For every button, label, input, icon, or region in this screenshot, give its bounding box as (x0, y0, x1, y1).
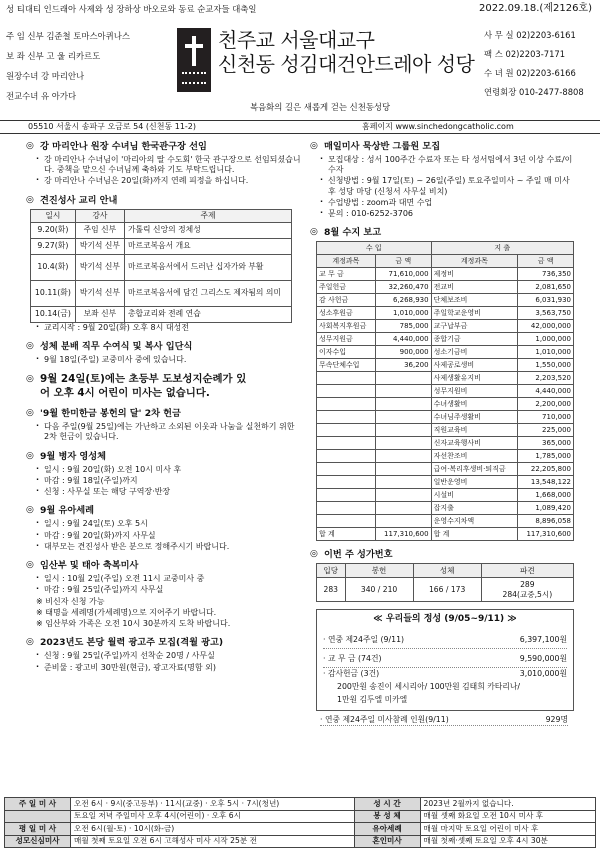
table-header: 지 출 (431, 242, 573, 255)
list-item: · 신청 : 사무실 또는 해당 구역장·반장 (36, 487, 302, 497)
table-cell: 종합기금 (431, 333, 518, 346)
church-name (218, 28, 475, 76)
notice-title: '9월 한미한금 봉헌의 달' 2차 헌금 (40, 408, 181, 420)
table-cell: 32,260,470 (375, 281, 431, 294)
schedule-value: 토요일 저녁 주일미사 오후 4시(어린이) · 오후 6시 (71, 810, 355, 823)
table-cell: 2,081,650 (518, 281, 574, 294)
note: ※ 임산부와 가족은 오전 10시 30분까지 도착 바랍니다. (36, 619, 231, 629)
table-cell: 36,200 (375, 359, 431, 372)
bullet-icon: ◎ (26, 374, 34, 385)
table-cell: 일반운영비 (431, 476, 518, 489)
table-cell: 주일학교운영비 (431, 307, 518, 320)
schedule-value: 오전 6시 · 9시(중고등부) · 11시(교중) · 오후 5시 · 7시(청년) (71, 798, 355, 811)
notice-pregnancy-mass (26, 559, 302, 629)
bullet-icon: ◎ (26, 194, 34, 205)
table-cell (375, 424, 431, 437)
table-cell: 마르코복음서에 담긴 그리스도 제자됨의 의미 (124, 280, 291, 306)
table-header: 파견 (481, 564, 573, 578)
table-cell: 22,205,800 (518, 463, 574, 476)
table-cell (375, 450, 431, 463)
table-cell: 2,203,520 (518, 372, 574, 385)
list-item: · 9월 18일(주일) 교중미사 중에 있습니다. (36, 355, 302, 365)
schedule-value: 매월 첫째·셋째 토요일 오후 4시 30분 (420, 835, 595, 848)
contact-list (484, 26, 584, 102)
notice-meditation-group (310, 140, 580, 219)
attendance-label: · 연중 제24주일 미사참례 인원(9/11) (320, 714, 449, 724)
table-cell: 직원교육비 (431, 424, 518, 437)
bullet-icon: ◎ (26, 505, 34, 516)
staff-pastor: 주 임 신부 김준철 토마스아퀴나스 (6, 31, 130, 41)
table-cell: 736,350 (518, 268, 574, 281)
church-motto: 복음화의 길은 새롭게 걷는 신천동성당 (250, 102, 391, 112)
table-header: 일시 (31, 209, 76, 222)
table-cell: 감 사헌금 (317, 294, 376, 307)
header (0, 22, 600, 118)
table-row (317, 307, 574, 320)
notice-title: 9월 유아세례 (40, 505, 94, 517)
table-cell: 10.4(화) (31, 254, 76, 280)
table-cell: 1,010,000 (518, 346, 574, 359)
issue-date: 2022.09.18.(제2126호) (478, 3, 592, 14)
list-item: · 수업방법 : zoom과 대면 수업 (320, 198, 580, 208)
list-item: · 준비물 : 광고비 30만원(현금), 광고자료(명함 외) (36, 663, 302, 673)
address-bar (0, 120, 600, 134)
table-cell: 무속단체수입 (317, 359, 376, 372)
offering-label: · 교 무 금 (74건) (323, 653, 382, 663)
hymn-table (316, 563, 574, 602)
notice-second-collection (26, 407, 302, 442)
table-cell: 박기석 신부 (75, 280, 124, 306)
notice-pilgrimage (26, 372, 302, 400)
table-cell (317, 502, 376, 515)
table-cell: 8,896,058 (518, 515, 574, 528)
cross-icon (185, 36, 203, 66)
offering-amount: 9,590,000원 (519, 653, 567, 663)
table-row (317, 385, 574, 398)
table-row (317, 411, 574, 424)
table-row (31, 254, 292, 280)
table-cell: 주임 신부 (75, 222, 124, 238)
contact-office: 사 무 실 02)2203-6161 (484, 30, 576, 40)
list-item: · 대부모는 견진성사 받은 분으로 정해주시기 바랍니다. (36, 542, 302, 552)
contact-fax: 팩 스 02)2203-7171 (484, 49, 566, 59)
list-item: · 강 마리안나 수녀님은 20일(화)까지 연례 피정을 하십니다. (36, 176, 302, 186)
table-cell: 365,000 (518, 437, 574, 450)
offering-donors: 200만원 송진이 세시리아/ 100만원 김태희 카타리나/ (337, 681, 520, 691)
table-cell (317, 515, 376, 528)
notice-title: 매일미사 묵상반 그룹원 모집 (324, 141, 441, 152)
schedule-key: 성 시 간 (354, 798, 420, 811)
schedule-value: 매월 첫째 토요일 오전 6시 고해성사 미사 시작 25분 전 (71, 835, 355, 848)
table-cell: 교 무 금 (317, 268, 376, 281)
table-cell (375, 515, 431, 528)
table-cell (317, 424, 376, 437)
table-row (317, 281, 574, 294)
table-cell: 운영수지차액 (431, 515, 518, 528)
notice-hymn-numbers (310, 548, 580, 602)
note: ※ 태명을 세례명(가세례명)으로 지어주기 바랍니다. (36, 608, 217, 618)
table-header: 금 액 (375, 255, 431, 268)
table-cell: 1,010,000 (375, 307, 431, 320)
table-cell (317, 450, 376, 463)
schedule-value: 2023년 2월까지 없습니다. (420, 798, 595, 811)
table-cell (317, 463, 376, 476)
table-cell: 900,000 (375, 346, 431, 359)
total-label: 합 계 (431, 528, 518, 541)
schedule-row (5, 835, 596, 848)
table-cell: 9.20(화) (31, 222, 76, 238)
list-item: · 강 마리안나 수녀님이 '마리아의 딸 수도회' 한국 관구장으로 선임되셨습니다. 중책을 맡으신 수녀님께 축하와 기도 부탁드립니다. (36, 155, 302, 175)
website-link[interactable]: 홈페이지 www.sinchedongcatholic.com (362, 122, 514, 131)
offering-amount: 6,397,100원 (519, 634, 567, 644)
table-row (317, 515, 574, 528)
logo-pattern (182, 72, 206, 84)
table-cell: 10.11(화) (31, 280, 76, 306)
table-cell: 주일헌금 (317, 281, 376, 294)
notice-title-line2: 어 오후 4시 어린이 미사는 없습니다. (40, 387, 210, 400)
table-cell (317, 437, 376, 450)
table-row (31, 222, 292, 238)
notice-superior (26, 140, 302, 187)
note: ※ 비신자 신청 가능 (36, 597, 105, 607)
table-cell: 수녀님주생활비 (431, 411, 518, 424)
table-cell: 이자수입 (317, 346, 376, 359)
list-item: · 다음 주일(9월 25일)에는 가난하고 소외된 이웃과 나눔을 실천하기 위한 2차 헌금이 있습니다. (36, 422, 302, 442)
table-row (317, 489, 574, 502)
staff-superior: 원장수녀 강 마리안나 (6, 71, 85, 81)
list-item: · 마감 : 9월 20일(화)까지 사무실 (36, 531, 302, 541)
table-cell (375, 437, 431, 450)
schedule-row (5, 798, 596, 811)
table-cell (375, 398, 431, 411)
table-cell: 마르코복음서 개요 (124, 238, 291, 254)
staff-assistant: 보 좌 신부 고 울 리카르도 (6, 51, 101, 61)
table-cell (375, 463, 431, 476)
staff-sister: 전교수녀 유 아가다 (6, 91, 77, 101)
table-header: 입당 (317, 564, 346, 578)
attendance-row (320, 715, 568, 726)
bullet-icon: ◎ (310, 141, 318, 151)
notice-title: 견진성사 교리 안내 (40, 194, 118, 206)
table-row (31, 306, 292, 322)
table-cell (375, 502, 431, 515)
table-cell: 성무지원비 (431, 385, 518, 398)
table-cell: 성소기금비 (431, 346, 518, 359)
schedule-value: 매월 셋째 화요일 오전 10시 미사 후 (420, 810, 595, 823)
top-line (0, 0, 600, 20)
table-cell (317, 411, 376, 424)
table-cell (317, 489, 376, 502)
table-row (317, 294, 574, 307)
schedule-row (5, 823, 596, 836)
table-cell: 1,000,000 (518, 333, 574, 346)
table-cell: 단체보조비 (431, 294, 518, 307)
offering-row (323, 649, 567, 668)
table-cell (375, 476, 431, 489)
offering-row (323, 668, 567, 680)
table-row (317, 346, 574, 359)
table-cell (375, 385, 431, 398)
list-item: · 교리시작 : 9월 20일(화) 오후 8시 대성전 (36, 323, 302, 333)
schedule-row (5, 810, 596, 823)
feast-title: 성 티대티 인드래아 사제와 성 장하상 바오로와 동료 순교자들 대축일 (6, 4, 257, 14)
table-cell: 2,200,000 (518, 398, 574, 411)
list-item: · 마감 : 9월 18일(주일)까지 (36, 476, 302, 486)
notice-confirmation (26, 194, 302, 333)
table-cell: 1,668,000 (518, 489, 574, 502)
bullet-icon: ◎ (26, 560, 34, 571)
table-header: 금 액 (518, 255, 574, 268)
notice-calendar-ads (26, 636, 302, 672)
list-item: · 마감 : 9월 25일(주일)까지 사무실 (36, 585, 302, 595)
table-cell: 성소후원금 (317, 307, 376, 320)
attendance-value: 929명 (545, 714, 568, 724)
table-cell: 마르코복음서에서 드러난 십자가와 부활 (124, 254, 291, 280)
confirmation-table (30, 209, 292, 323)
left-column (26, 140, 302, 680)
table-cell (375, 489, 431, 502)
offerings-title: ≪ 우리들의 정성 (9/05~9/11) ≫ (373, 614, 517, 625)
table-row (317, 502, 574, 515)
schedule-key: 봉 성 체 (354, 810, 420, 823)
schedule-value: 오전 6시(월-토) · 10시(화-금) (71, 823, 355, 836)
contact-convent: 수 녀 원 02)2203-6166 (484, 68, 576, 78)
table-cell (375, 411, 431, 424)
offering-label: · 연중 제24주일 (9/11) (323, 634, 405, 644)
table-cell (317, 372, 376, 385)
table-cell: 사제공로생비 (431, 359, 518, 372)
notice-title: 성체 분배 직무 수여식 및 복사 입단식 (40, 340, 193, 352)
bullet-icon: ◎ (26, 340, 34, 351)
notice-title: 9월 24일(토)에는 초등부 도보성지순례가 있 (40, 373, 247, 386)
finance-table (316, 241, 574, 541)
table-cell: 340 / 210 (345, 578, 413, 602)
table-cell: 4,440,000 (518, 385, 574, 398)
contact-funeral: 연령회장 010-2477-8808 (484, 87, 584, 97)
notice-title: 임산부 및 태아 축복미사 (40, 560, 139, 572)
notice-title: 이번 주 성가번호 (324, 549, 393, 561)
table-header: 봉헌 (345, 564, 413, 578)
table-cell: 사회복지후원금 (317, 320, 376, 333)
table-cell: 총합교리와 전례 연습 (124, 306, 291, 322)
schedule-key: 혼인미사 (354, 835, 420, 848)
list-item: · 일시 : 9월 24일(토) 오후 5시 (36, 519, 302, 529)
table-cell: 71,610,000 (375, 268, 431, 281)
table-header: 주제 (124, 209, 291, 222)
bullet-icon: ◎ (26, 450, 34, 461)
list-item: · 문의 : 010-6252-3706 (320, 209, 580, 219)
schedule-key: 평 일 미 사 (5, 823, 71, 836)
schedule-key: 유아세례 (354, 823, 420, 836)
church-logo (177, 28, 211, 92)
table-cell: 수녀생활비 (431, 398, 518, 411)
notice-title: 8월 수지 보고 (324, 227, 382, 239)
mass-schedule-table (4, 797, 596, 848)
schedule-key: 성모신심미사 (5, 835, 71, 848)
notice-title: 9월 병자 영성체 (40, 450, 107, 462)
bullet-icon: ◎ (310, 549, 318, 560)
notice-finance-report (310, 226, 580, 541)
table-cell: 42,000,000 (518, 320, 574, 333)
list-item: · 일시 : 10월 2일(주일) 오전 11시 교중미사 중 (36, 574, 302, 584)
table-row (317, 424, 574, 437)
offering-row (323, 630, 567, 649)
offering-donors: 1만원 김두엘 미카엘 (337, 694, 408, 704)
table-cell: 785,000 (375, 320, 431, 333)
table-cell: 급여·복리후생비·퇴직금 (431, 463, 518, 476)
table-header: 수 입 (317, 242, 432, 255)
staff-list (6, 26, 156, 106)
table-cell: 자선찬조비 (431, 450, 518, 463)
table-row (317, 398, 574, 411)
table-cell: 신자교육행사비 (431, 437, 518, 450)
list-item: · 일시 : 9월 20일(화) 오전 10시 미사 후 (36, 465, 302, 475)
table-cell: 225,000 (518, 424, 574, 437)
table-total-row (317, 528, 574, 541)
table-cell: 3,563,750 (518, 307, 574, 320)
table-cell: 13,548,122 (518, 476, 574, 489)
table-row (317, 268, 574, 281)
church-title: 신천동 성김대건안드레아 성당 (218, 52, 475, 76)
bullet-icon: ◎ (310, 227, 318, 238)
schedule-key (5, 810, 71, 823)
table-header: 계정과목 (431, 255, 518, 268)
offerings-box (316, 609, 574, 711)
table-cell: 710,000 (518, 411, 574, 424)
table-cell: 시설비 (431, 489, 518, 502)
table-cell: 1,089,420 (518, 502, 574, 515)
bullet-icon: ◎ (26, 408, 34, 419)
table-row (317, 437, 574, 450)
total-label: 합 계 (317, 528, 376, 541)
table-row (317, 333, 574, 346)
table-cell: 박기석 신부 (75, 238, 124, 254)
table-row (317, 476, 574, 489)
table-cell: 1,550,000 (518, 359, 574, 372)
table-cell: 제정비 (431, 268, 518, 281)
bullet-icon: ◎ (26, 637, 34, 648)
notice-title: 2023년도 본당 월력 광고주 모집(격월 광고) (40, 637, 224, 649)
schedule-value: 매월 마지막 토요일 어린이 미사 후 (420, 823, 595, 836)
offering-amount: 3,010,000원 (519, 668, 567, 678)
address: 05510 서울시 송파구 오금로 54 (신천동 11-2) (28, 122, 197, 131)
church-diocese: 천주교 서울대교구 (218, 28, 375, 52)
list-item: · 신청방법 : 9월 17일(토) ~ 26일(주일) 토요주일미사 ~ 주일 매 미사 후 성당 마당 (신청서 사무실 비치) (320, 176, 580, 196)
table-cell (375, 372, 431, 385)
list-item: · 모집대상 : 성서 100주간 수료자 또는 타 성서팀에서 3년 이상 수료/이수자 (320, 155, 580, 175)
offering-label: · 감사헌금 (3건) (323, 668, 380, 678)
list-item: · 신청 : 9월 25일(주일)까지 선착순 20명 / 사무실 (36, 651, 302, 661)
table-cell: 6,268,930 (375, 294, 431, 307)
table-cell (317, 398, 376, 411)
table-row (317, 463, 574, 476)
table-row (317, 320, 574, 333)
bullet-icon: ◎ (26, 141, 34, 151)
table-cell: 9.27(화) (31, 238, 76, 254)
table-cell: 6,031,930 (518, 294, 574, 307)
table-cell: 교구납부금 (431, 320, 518, 333)
table-cell: 성무지원금 (317, 333, 376, 346)
table-row (317, 578, 574, 602)
table-cell: 가톨릭 신앙의 정체성 (124, 222, 291, 238)
table-row (31, 280, 292, 306)
table-row (317, 450, 574, 463)
table-cell: 283 (317, 578, 346, 602)
table-cell: 전교비 (431, 281, 518, 294)
table-header: 강사 (75, 209, 124, 222)
table-cell: 박기석 신부 (75, 254, 124, 280)
total-expense: 117,310,600 (518, 528, 574, 541)
table-cell: 4,440,000 (375, 333, 431, 346)
notice-sick-communion (26, 450, 302, 498)
total-income: 117,310,600 (375, 528, 431, 541)
table-cell: 1,785,000 (518, 450, 574, 463)
notice-infant-baptism (26, 504, 302, 552)
table-row (317, 359, 574, 372)
table-header: 계정과목 (317, 255, 376, 268)
notice-title: 강 마리안나 원장 수녀님 한국관구장 선임 (40, 141, 207, 152)
table-cell: 잡지출 (431, 502, 518, 515)
table-cell (317, 385, 376, 398)
table-row (31, 238, 292, 254)
notice-communion (26, 340, 302, 365)
table-cell: 289 284(교중,5시) (481, 578, 573, 602)
table-row (317, 372, 574, 385)
table-cell: 보좌 신부 (75, 306, 124, 322)
table-cell: 사제생활유지비 (431, 372, 518, 385)
table-cell: 166 / 173 (413, 578, 481, 602)
schedule-key: 주 일 미 사 (5, 798, 71, 811)
table-cell (317, 476, 376, 489)
table-cell: 10.14(금) (31, 306, 76, 322)
right-column (310, 140, 580, 726)
table-header: 성체 (413, 564, 481, 578)
